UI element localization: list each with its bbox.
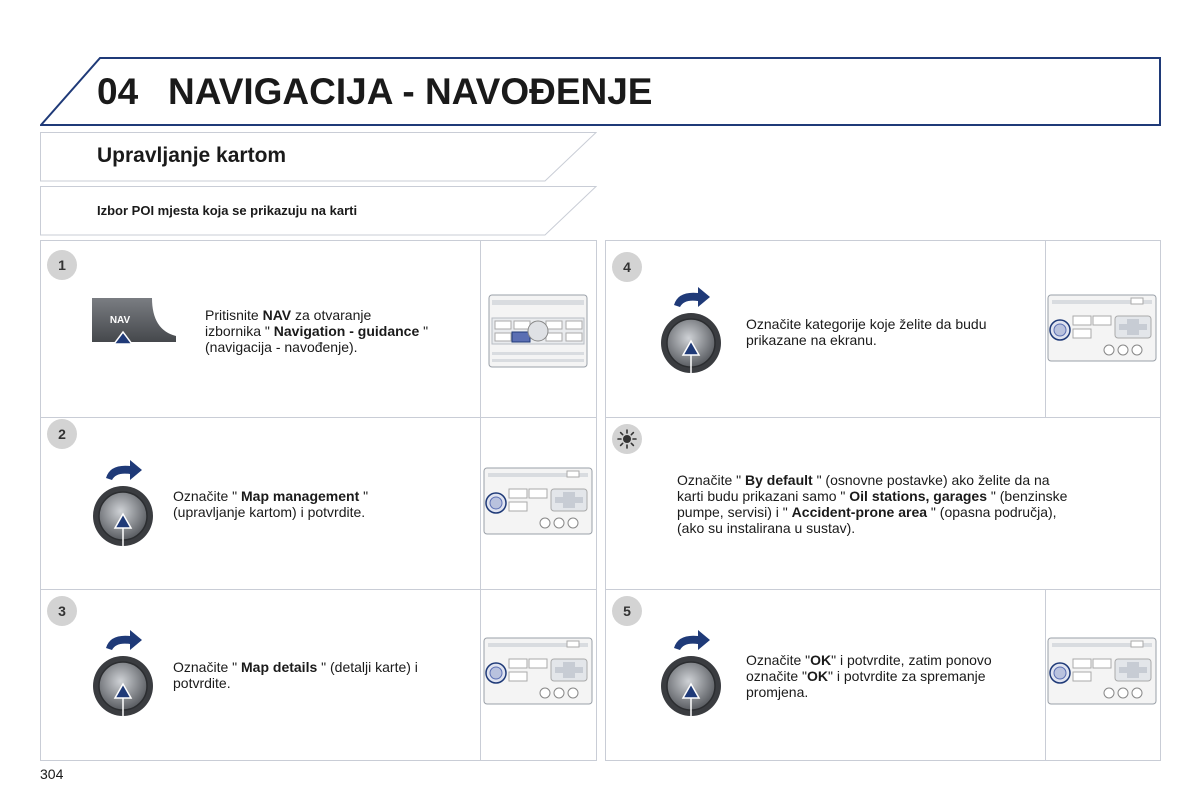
radio-panel-illustration: [1047, 294, 1157, 367]
chapter-title: NAVIGACIJA - NAVOĐENJE: [168, 71, 653, 112]
step-5-text: Označite "OK" i potvrdite, zatim ponovo označite "OK" i potvrdite za spremanje promjena.: [746, 652, 992, 700]
step-4-text: Označite kategorije koje želite da budu prikazane na ekranu.: [746, 316, 987, 348]
row-divider: [605, 589, 1160, 590]
step-badge-2: 2: [47, 419, 77, 449]
radio-panel-illustration: [1047, 637, 1157, 710]
step-1-text: Pritisnite NAV za otvaranje izbornika " Navigation - guidance " (navigacija - navođenje).: [205, 307, 429, 355]
rotary-knob-icon: [90, 626, 156, 727]
column-divider: [1045, 589, 1046, 760]
chapter-number: 04: [97, 71, 139, 112]
step-badge-5: 5: [612, 596, 642, 626]
column-divider: [1045, 240, 1046, 418]
step-badge-4: 4: [612, 252, 642, 282]
step-badge-3: 3: [47, 596, 77, 626]
radio-panel-illustration: [483, 467, 593, 540]
page-number: 304: [40, 766, 64, 782]
rotary-knob-icon: [658, 283, 724, 384]
row-divider: [605, 417, 1160, 418]
rotary-knob-icon: [658, 626, 724, 727]
step-badge-1: 1: [47, 250, 77, 280]
section-title: Upravljanje kartom: [97, 144, 287, 167]
radio-panel-illustration: [488, 294, 588, 373]
step-3-text: Označite " Map details " (detalji karte) i potvrdite.: [173, 659, 418, 691]
step-note-text: Označite " By default " (osnovne postavke) ako želite da na karti budu prikazani samo " Oil stations, garages " (benzinske pumpe, servisi) i " Accident-prone area " (opasna područja), (ako su instalirana u sustav).: [677, 472, 1068, 536]
sun-icon: [612, 424, 642, 454]
subsection-title: Izbor POI mjesta koja se prikazuju na karti: [97, 203, 358, 218]
svg-text:NAV: NAV: [109, 315, 131, 326]
row-divider: [40, 417, 596, 418]
row-divider: [40, 589, 596, 590]
rotary-knob-icon: [90, 456, 156, 557]
step-2-text: Označite " Map management " (upravljanje kartom) i potvrdite.: [173, 488, 369, 520]
column-divider: [480, 240, 481, 760]
radio-panel-illustration: [483, 637, 593, 710]
nav-button-icon: [90, 296, 180, 373]
